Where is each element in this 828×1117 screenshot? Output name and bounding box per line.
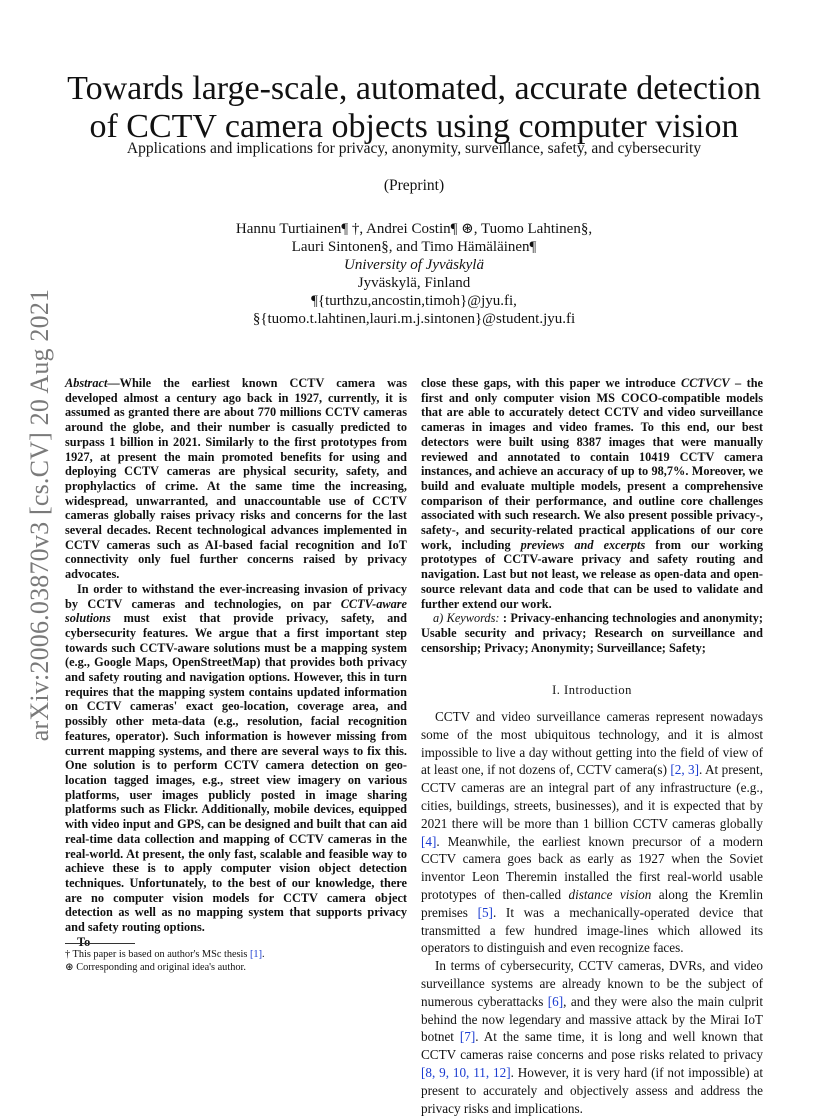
citation-link[interactable]: [6]	[547, 993, 564, 1009]
citation-link[interactable]: [4]	[421, 833, 437, 849]
keywords: a) Keywords: : Privacy-enhancing technologies and anonymity; Usable security and privacy; Research on surveillance and censorship; Privacy; Anonymity; Surveillance; Safety;	[421, 611, 763, 655]
keywords-label: a) Keywords:	[433, 611, 500, 626]
author-line-2: Lauri Sintonen§, and Timo Hämäläinen¶	[291, 239, 537, 255]
arxiv-sidebar	[10, 280, 70, 750]
footnotes	[65, 943, 407, 974]
abstract-paragraph-1: Abstract—While the earliest known CCTV camera was developed almost a century ago back in 1927, currently, it is assumed as granted there are about 770 millions CCTV cameras around the globe, and their number is casually predicted to surpass 1 billion in 2021. Similarly to the first prototypes from 1927, at present the main promoted benefits for using and deploying CCTV cameras are physical security, safety, and prophylactics of crime. At the same time the increasing, widespread, unwarranted, and unaccountable use of CCTV cameras globally raises privacy risks and concerns for the last several decades. Recent technological advances implemented in CCTV cameras such as AI-based facial recognition and IoT connectivity only fuel further concerns raised by privacy advocates.	[65, 376, 407, 582]
citation-link[interactable]: [1]	[250, 949, 263, 960]
affiliation: University of Jyväskylä	[344, 257, 484, 273]
citation-link[interactable]: [2, 3]	[670, 762, 700, 778]
citation-link[interactable]: [7]	[459, 1029, 476, 1045]
footnote-1: † This paper is based on author's MSc thesis [1].	[65, 949, 265, 960]
section-heading: I. Introduction	[552, 683, 632, 698]
preprint-label: (Preprint)	[383, 177, 445, 194]
right-column	[421, 376, 763, 1117]
location: Jyväskylä, Finland	[357, 275, 471, 291]
title-line-1: Towards large-scale, automated, accurate detection	[67, 70, 761, 107]
abstract-column	[65, 376, 407, 949]
abstract-continuation	[421, 376, 763, 611]
title-line-2: of CCTV camera objects using computer vision	[89, 108, 739, 145]
citation-link[interactable]: [8, 9, 10, 11, 12]	[421, 1065, 511, 1080]
abstract-paragraph-3-continued: close these gaps, with this paper we introduce CCTVCV – the first and only computer vision MS COCO-compatible models that are able to accurately detect CCTV and video surveillance cameras in images and video frames. To this end, our best detectors were built using 8387 images that were manually reviewed and annotated to contain 10419 CCTV camera instances, and achieve an accuracy of up to 98,7%. Moreover, we build and evaluate multiple models, present a comprehensive comparison of their performance, and outline core challenges associated with such research. We also present possible privacy-, safety-, and security-related practical applications of our core work, including previews and excerpts from our working prototypes of CCTV-aware privacy and safety routing and navigation. Last but not least, we release as open-data and open-source relevant data and code that can be used to validate and further extend our work.	[421, 376, 763, 611]
abstract-paragraph-3: To	[77, 934, 91, 949]
author-line-1: Hannu Turtiainen¶ †, Andrei Costin¶ ⊛, Tuomo Lahtinen§,	[235, 221, 593, 237]
email-line-2: §{tuomo.t.lahtinen,lauri.m.j.sintonen}@student.jyu.fi	[252, 311, 576, 327]
abstract-label: Abstract	[65, 376, 108, 390]
intro-paragraph-1: CCTV and video surveillance cameras represent nowadays some of the most ubiquitous technology, and it is almost impossible to live a day without getting into the field of view of at least one, if not dozens of, CCTV camera(s) [2, 3]. At present, CCTV cameras are an integral part of any infrastructure (e.g., cities, buildings, streets, businesses), and it is expected that by 2021 there will be more than 1 billion CCTV cameras globally [4]. Meanwhile, the earliest known precursor of a modern CCTV camera goes back as early as 1927 when the Soviet inventor Leon Theremin installed the first real-world usable prototypes of then-called distance vision along the Kremlin premises [5]. It was a mechanically-operated device that transmitted a few hundred image-lines which allowed its operators to distinguish and even recognize faces.	[421, 709, 763, 956]
email-line-1: ¶{turthzu,ancostin,timoh}@jyu.fi,	[311, 293, 517, 309]
paper-subtitle: Applications and implications for privacy, anonymity, surveillance, safety, and cybersecurity	[126, 140, 702, 157]
paper-title	[60, 70, 768, 146]
arxiv-identifier: arXiv:2006.03870v3 [cs.CV] 20 Aug 2021	[25, 288, 54, 742]
introduction-body	[421, 708, 763, 1117]
author-block	[60, 220, 768, 328]
intro-paragraph-2: In terms of cybersecurity, CCTV cameras, DVRs, and video surveillance systems are already known to be the subject of numerous cyberattacks [6], and they were also the main culprit behind the now legendary and massive attack by the Mirai IoT botnet [7]. At the same time, it is long and well known that CCTV cameras raise concerns and pose risks related to privacy [8, 9, 10, 11, 12]. However, it is very hard (if not impossible) at present to accurately and objectively assess and address the privacy risks and implications.	[421, 958, 764, 1116]
footnote-2: ⊛ Corresponding and original idea's author.	[65, 962, 246, 973]
abstract-paragraph-2: In order to withstand the ever-increasing invasion of privacy by CCTV cameras and technologies, on par CCTV-aware solutions must exist that provide privacy, safety, and cybersecurity features. We argue that a first important step towards such CCTV-aware solutions must be a mapping system (e.g., Google Maps, OpenStreetMap) that provides both privacy and safety routing and navigation options. However, this in turn requires that the mapping system contains updated information on CCTV cameras' exact geo-location, coverage area, and possibly other meta-data (e.g., resolution, facial recognition features, operator). Such information is however missing from current mapping systems, and there are several ways to fix this. One solution is to perform CCTV camera detection on geo-location tagged images, e.g., street view imagery on various platforms, user images publicly posted in image sharing platforms such as Flickr. Additionally, mobile devices, equipped with video input and GPS, can be designed and built that can aid real-time data collection and mapping of CCTV cameras in the real-world. At present, the only fast, scalable and feasible way to achieve these is to apply computer vision object detection techniques. Unfortunately, to the best of our knowledge, there are no computer vision models for CCTV camera object detection as well as no mapping system that supports privacy and safety routing options.	[65, 581, 407, 935]
citation-link[interactable]: [5]	[477, 904, 493, 920]
footnote-rule	[65, 943, 135, 944]
